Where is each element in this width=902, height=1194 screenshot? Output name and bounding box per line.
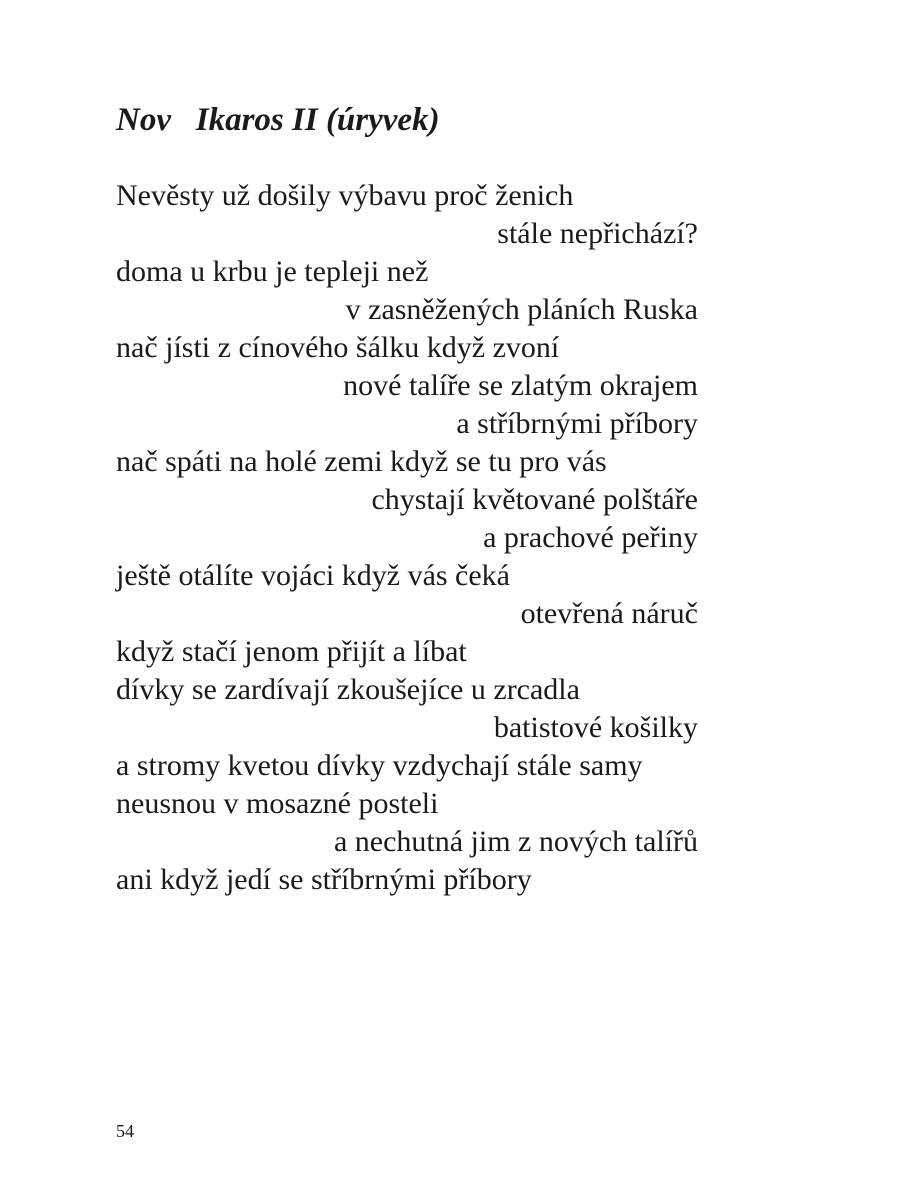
page-number: 54	[116, 1121, 134, 1141]
poem-line: batistové košilky	[493, 711, 698, 744]
poem-line: ještě otálíte vojáci když vás čeká	[116, 559, 510, 592]
poem-line: doma u krbu je tepleji než	[116, 255, 429, 288]
poem-line: v zasněžených pláních Ruska	[345, 293, 698, 326]
poem-line: dívky se zardívají zkoušejíce u zrcadla	[116, 673, 580, 706]
poem-line: nač spáti na holé zemi když se tu pro vás	[116, 445, 607, 478]
poem-line: a stromy kvetou dívky vzdychají stále samy	[116, 749, 643, 782]
poem-line: a nechutná jim z nových talířů	[333, 825, 698, 858]
poem-body	[116, 177, 698, 899]
poem-line: chystají květované polštáře	[371, 483, 698, 516]
poem-line: otevřená náruč	[520, 597, 698, 630]
poem-line: když stačí jenom přijít a líbat	[116, 635, 467, 668]
poem-line: ani když jedí se stříbrnými příbory	[116, 863, 532, 896]
poem-line: a prachové peřiny	[483, 521, 698, 554]
poem-line: neusnou v mosazné posteli	[116, 787, 439, 820]
poem-line: Nevěsty už došily výbavu proč ženich	[116, 179, 574, 212]
poem-title: Nov Ikaros II (úryvek)	[116, 102, 440, 138]
poem-line: a stříbrnými příbory	[456, 407, 698, 440]
poem-line: stále nepřichází?	[497, 217, 698, 250]
poem-line: nač jísti z cínového šálku když zvoní	[116, 331, 560, 364]
poem-line: nové talíře se zlatým okrajem	[343, 369, 698, 402]
